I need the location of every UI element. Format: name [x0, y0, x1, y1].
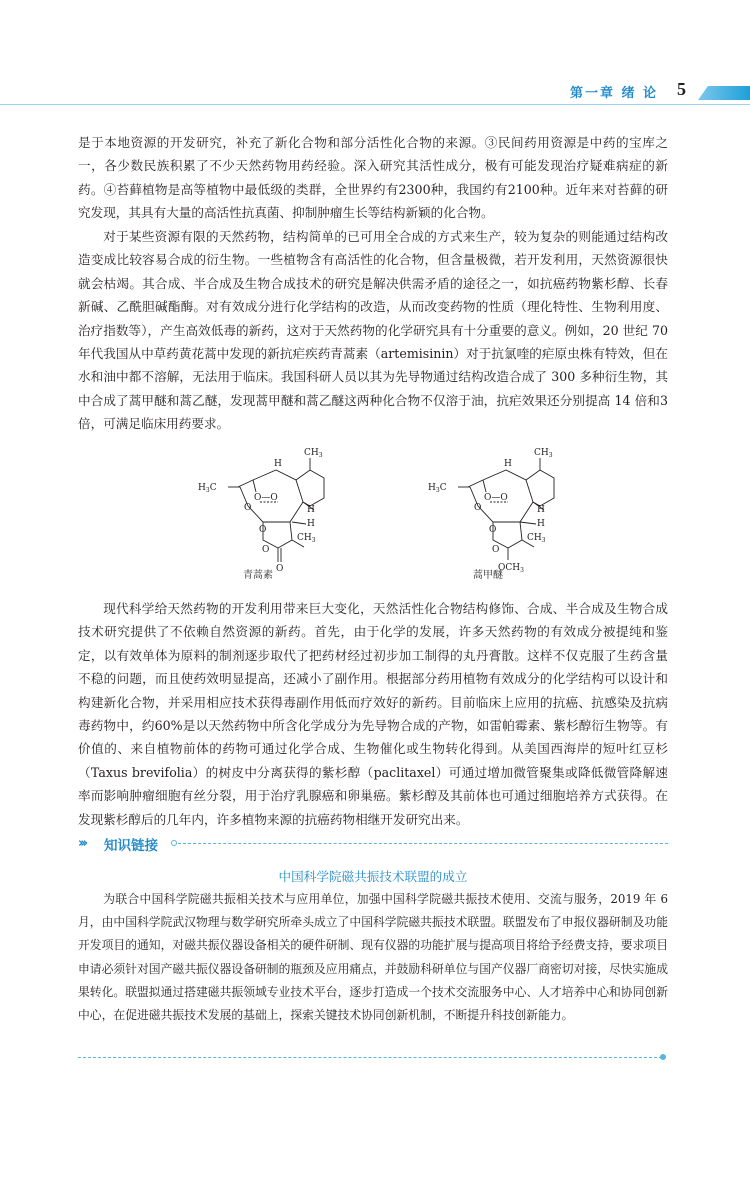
artemether-labels: [428, 448, 553, 581]
atom-h3c-right: $H_3C$: [428, 483, 447, 494]
knowledge-link-body: [78, 888, 668, 1027]
page-header: [0, 78, 750, 108]
chapter-title: 第一章 绪 论: [569, 86, 658, 101]
atom-och3-right: $OCH_3$: [498, 563, 524, 574]
atom-o-left-3: O: [262, 545, 270, 555]
knowledge-link-header: [78, 834, 668, 854]
paragraph-2: [78, 225, 668, 436]
atom-o-left-1: O: [244, 503, 252, 513]
knowledge-link-body-text: 为联合中国科学院磁共振相关技术与应用单位，加强中国科学院磁共振技术使用、交流与服务，2019 年 6 月，由中国科学院武汉物理与数学研究所牵头成立了中国科学院磁共振技术联盟。联盟发布了申报仪器研制及功能开发项目的通知，对磁共振仪器设备相关的硬件研制、现有仪器的功能扩展与提高项目将给予经费支持，要求项目申请必须针对国产磁共振仪器设备研制的瓶颈及应用痛点，并鼓励科研单位与国产仪器厂商密切对接，尽快实施成果转化。联盟拟通过搭建磁共振领域专业技术平台，逐步打造成一个技术交流服务中心、人才培养中心和协同创新中心，在促进磁共振技术发展的基础上，探索关键技术协同创新机制，不断提升科技创新能力。: [78, 892, 668, 1023]
atom-ch3-top-right: $CH_3$: [534, 448, 553, 459]
atom-h-left-2: H: [307, 505, 315, 515]
paragraph-3: [78, 597, 668, 831]
paragraph-2-text: 对于某些资源有限的天然药物，结构简单的已可用全合成的方式来生产，较为复杂的则能通过结构改造变成比较容易合成的衍生物。一些植物含有高活性的化合物，但含量极微，若开发利用，天然资源很快就会枯竭。其合成、半合成及生物合成技术的研究是解决供需矛盾的途径之一，如抗癌药物紫杉醇、长春新碱、乙酰胆碱酯酶。对有效成分进行化学结构的改造，从而改变药物的性质（理化特性、生物利用度、治疗指数等），产生高效低毒的新药，这对于天然药物的化学研究具有十分重要的意义。例如，20 世纪 70 年代我国从中草药黄花蒿中发现的新抗疟疾药青蒿素（artemisinin）对于抗氯喹的疟原虫株有特效，但在水和油中都不溶解，无法用于临床。我国科研人员以其为先导物通过结构改造合成了 300 多种衍生物，其中合成了蒿甲醚和蒿乙醚，发现蒿甲醚和蒿乙醚这两种化合物不仅溶于油，抗疟效果还分别提高 14 倍和3 倍，可满足临床用药要求。: [78, 229, 668, 432]
atom-ch3-right-bottom: $CH_3$: [527, 533, 546, 544]
atom-h-left-3: H: [307, 519, 315, 529]
chevrons-icon: ›››: [78, 836, 86, 851]
atom-o-right-1: O: [474, 503, 482, 513]
molecule-name-artemether: 蒿甲醚: [473, 570, 503, 581]
bottom-dashed-divider: [78, 1057, 662, 1058]
atom-oo-right: O—O: [484, 493, 508, 503]
knowledge-link-label: 知识链接: [104, 838, 158, 854]
paragraph-3-text: 现代科学给天然药物的开发利用带来巨大变化，天然活性化合物结构修饰、合成、半合成及生物合成技术研究提供了不依赖自然资源的新药。首先，由于化学的发展，许多天然药物的有效成分被提纯和鉴定，以有效单体为原料的制剂逐步取代了把药材经过初步加工制得的丸丹膏散。这样不仅克服了生药含量不稳的问题，而且使药效明显提高，还减小了副作用。根据部分药用植物有效成分的化学结构可以设计和构建新化合物，并采用相应技术获得毒副作用低而疗效好的新药。目前临床上应用的抗癌、抗感染及抗病毒药物中，约60%是以天然药物中所含化学成分为先导物合成的产物，如雷帕霉素、紫杉醇衍生物等。有价值的、来自植物前体的药物可通过化学合成、生物催化或生物转化得到。从美国西海岸的短叶红豆杉（Taxus brevifolia）的树皮中分离获得的紫杉醇（paclitaxel）可通过增加微管聚集或降低微管降解速率而影响肿瘤细胞有丝分裂，用于治疗乳腺癌和卵巢癌。紫杉醇及其前体也可通过细胞培养方式获得。在发现紫杉醇后的几年内，许多植物来源的抗癌药物相继开发研究出来。: [78, 601, 668, 827]
knowledge-link-title: 中国科学院磁共振技术联盟的成立: [278, 869, 468, 884]
atom-ch3-left-bottom: $CH_3$: [297, 533, 316, 544]
dashed-divider: [178, 843, 668, 844]
atom-h-left: H: [274, 459, 282, 469]
paragraph-1: [78, 131, 668, 225]
atom-h-right: H: [504, 459, 512, 469]
atom-h-right-2: H: [537, 505, 545, 515]
atom-h-right-3: H: [537, 519, 545, 529]
atom-o-right-2: O: [489, 525, 497, 535]
atom-o-left-2: O: [259, 525, 267, 535]
artemisinin-labels: [198, 448, 323, 581]
header-rule: [0, 104, 750, 105]
atom-o-right-3: O: [492, 545, 500, 555]
structures-svg: [78, 440, 668, 585]
atom-o-left-carbonyl: O: [276, 564, 284, 574]
atom-ch3-top-left: $CH_3$: [304, 448, 323, 459]
atom-oo-left: O—O: [254, 493, 278, 503]
atom-h3c-left: $H_3C$: [198, 483, 217, 494]
chemical-structures-figure: [78, 440, 668, 585]
molecule-name-artemisinin: 青蒿素: [243, 570, 273, 581]
header-accent-bar: [698, 86, 750, 100]
dot-icon: [660, 1054, 666, 1060]
circle-icon: [171, 840, 177, 846]
page-number: 5: [677, 79, 686, 99]
paragraph-1-text: 是于本地资源的开发研究，补充了新化合物和部分活性化合物的来源。③民间药用资源是中药的宝库之一，各少数民族积累了不少天然药物用药经验。深入研究其活性成分，极有可能发现治疗疑难病症的新药。④苔藓植物是高等植物中最低级的类群，全世界约有2300种，我国约有2100种。近年来对苔藓的研究发现，其具有大量的高活性抗真菌、抑制肿瘤生长等结构新颖的化合物。: [78, 135, 668, 221]
